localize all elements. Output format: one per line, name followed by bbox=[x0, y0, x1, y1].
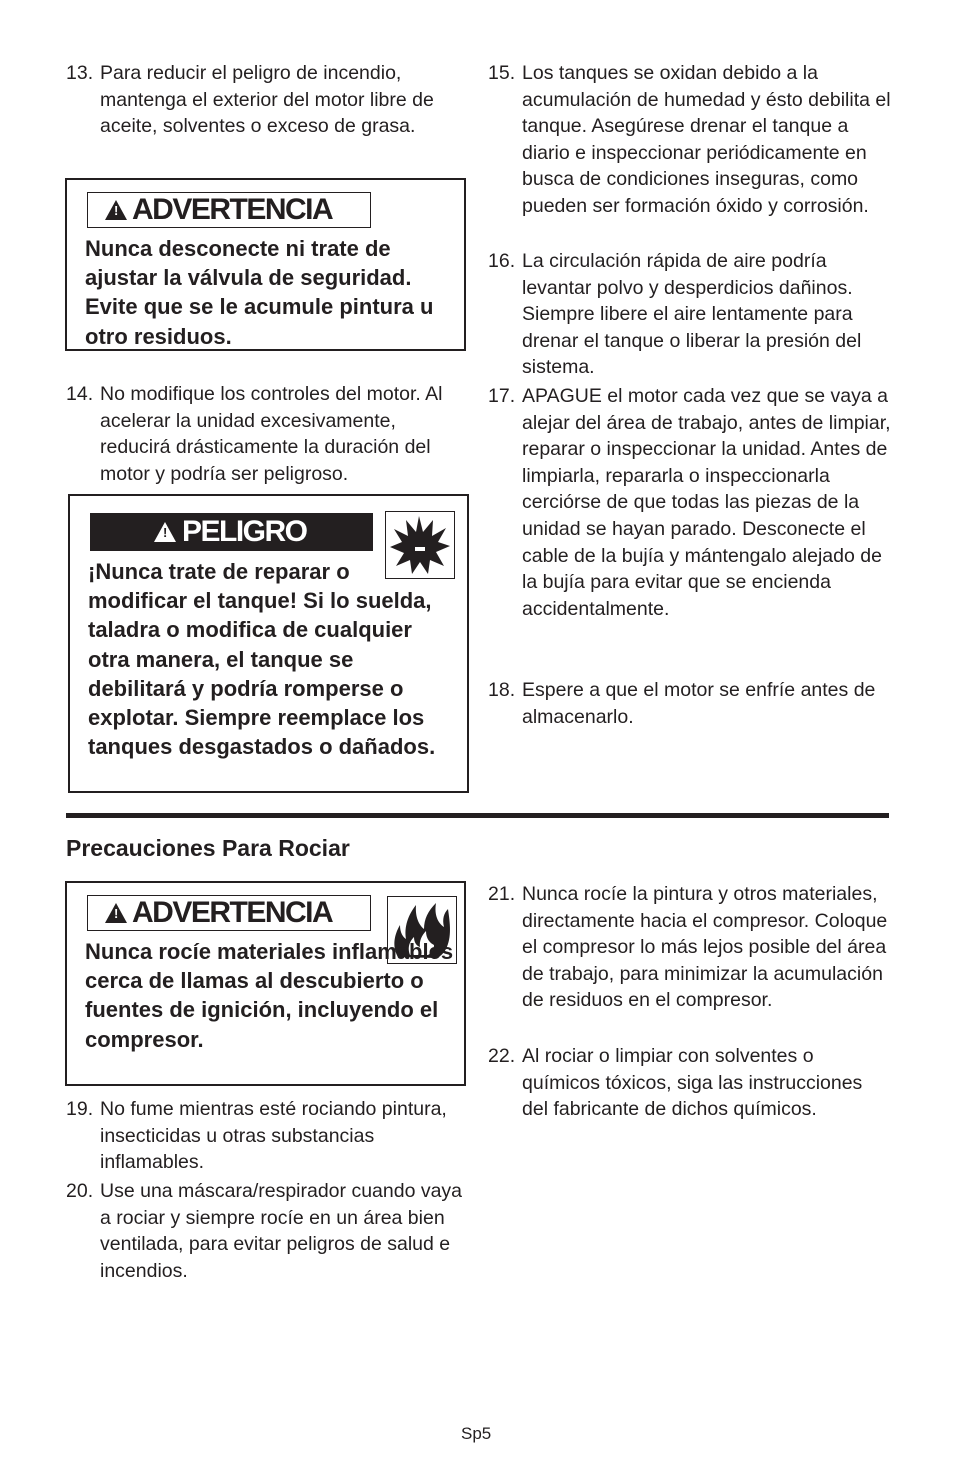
item-number: 18. bbox=[488, 679, 516, 701]
item-number: 14. bbox=[66, 383, 94, 405]
item-text: No modifique los controles del motor. Al acelerar la unidad excesivamente, reducirá drásticamente la duración del motor y podría ser peligroso. bbox=[100, 383, 443, 485]
item-number: 20. bbox=[66, 1180, 94, 1202]
warning-triangle-icon bbox=[154, 522, 176, 542]
section-title: Precauciones Para Rociar bbox=[66, 835, 350, 861]
item-text: Los tanques se oxidan debido a la acumulación de humedad y ésto debilita el tanque. Asegúrese drenar el tanque a diario e inspeccionar periódicamente en busca de condiciones inseguras, como pueden ser formación óxido y corrosión. bbox=[522, 62, 891, 217]
item-text: No fume mientras esté rociando pintura, insecticidas u otras substancias inflamables. bbox=[100, 1098, 447, 1174]
page-number: Sp5 bbox=[461, 1424, 492, 1443]
item-number: 13. bbox=[66, 62, 94, 84]
danger-label-text: PELIGRO bbox=[182, 515, 307, 548]
item-number: 15. bbox=[488, 62, 516, 84]
item-text: Use una máscara/respirador cuando vaya a rociar y siempre rocíe en un área bien ventilada, para evitar peligros de salud e incendios. bbox=[100, 1180, 463, 1282]
item-text: Para reducir el peligro de incendio, mantenga el exterior del motor libre de aceite, solventes o exceso de grasa. bbox=[100, 62, 434, 138]
warning-text: Nunca desconecte ni trate de ajustar la válvula de seguridad. Evite que se le acumule pintura u otro residuos. bbox=[85, 236, 434, 349]
warning-label bbox=[87, 192, 371, 228]
item-text: Nunca rocíe la pintura y otros materiales, directamente hacia el compresor. Coloque el compresor lo más lejos posible del área de trabajo, para minimizar la acumulación de residuos en el compresor. bbox=[522, 883, 888, 1012]
warning-box-safety-valve bbox=[65, 178, 466, 351]
warning-triangle-icon bbox=[105, 903, 127, 923]
danger-text: ¡Nunca trate de reparar o modificar el tanque! Si lo suelda, taladra o modifica de cualquier otra manera, el tanque se debilitará y podría romperse o explotar. Siempre reemplace los tanques desgastados o dañados. bbox=[88, 559, 436, 760]
item-number: 21. bbox=[488, 883, 516, 905]
danger-box-tank bbox=[68, 494, 469, 793]
item-text: APAGUE el motor cada vez que se vaya a alejar del área de trabajo, antes de limpiar, reparar o inspeccionar la unidad. Antes de limpiarla, repararla o inspeccionarla cerciórse de que todas las piezas de la unidad se hayan parado. Desconecte el cable de la bujía y mántengalo alejado de la bujía para evitar que se encienda accidentalmente. bbox=[522, 385, 891, 620]
item-number: 22. bbox=[488, 1045, 516, 1067]
item-text: Espere a que el motor se enfríe antes de almacenarlo. bbox=[522, 679, 876, 728]
warning-label bbox=[87, 895, 371, 931]
warning-triangle-icon bbox=[105, 200, 127, 220]
item-number: 19. bbox=[66, 1098, 94, 1120]
warning-label-text: ADVERTENCIA bbox=[132, 193, 333, 226]
item-text: Al rociar o limpiar con solventes o químicos tóxicos, siga las instrucciones del fabricante de dichos químicos. bbox=[522, 1045, 863, 1121]
warning-box-flammable bbox=[65, 881, 466, 1086]
warning-label-text: ADVERTENCIA bbox=[132, 896, 333, 929]
item-number: 17. bbox=[488, 385, 516, 407]
item-text: La circulación rápida de aire podría levantar polvo y desperdicios dañinos. Siempre libere el aire lentamente para drenar el tanque o liberar la presión del sistema. bbox=[522, 250, 862, 379]
danger-label bbox=[90, 513, 373, 551]
section-divider bbox=[66, 813, 889, 818]
item-number: 16. bbox=[488, 250, 516, 272]
warning-text: Nunca rocíe materiales inflamables cerca de llamas al descubierto o fuentes de ignición, incluyendo el compresor. bbox=[85, 939, 454, 1052]
